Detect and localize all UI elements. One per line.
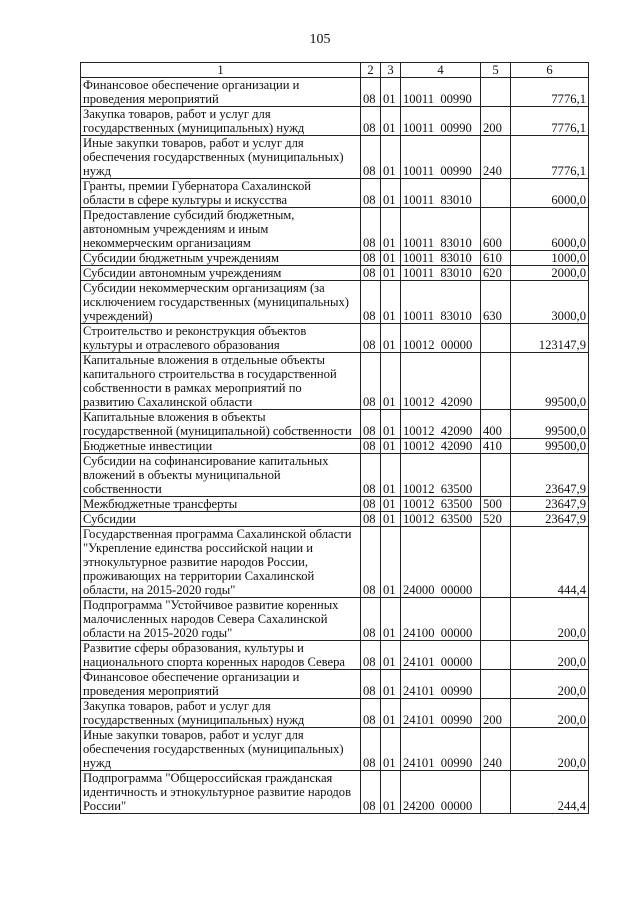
table-row (81, 353, 589, 410)
expense-type-code: 400 (481, 410, 511, 439)
expense-type-code: 500 (481, 497, 511, 512)
row-name: Закупка товаров, работ и услуг для государственных (муниципальных) нужд (81, 107, 361, 136)
subsection-code: 01 (381, 353, 401, 410)
expense-type-code: 240 (481, 728, 511, 771)
target-article-code: 10012 42090 (401, 353, 481, 410)
table-row (81, 512, 589, 527)
row-name: Капитальные вложения в объекты государственной (муниципальной) собственности (81, 410, 361, 439)
row-name: Субсидии на софинансирование капитальных вложений в объекты муниципальной собственности (81, 454, 361, 497)
target-article-code: 10012 63500 (401, 497, 481, 512)
table-body (81, 78, 589, 814)
amount-value: 1000,0 (511, 251, 589, 266)
table-row (81, 208, 589, 251)
target-article-code: 10012 63500 (401, 512, 481, 527)
target-article-code: 24100 00000 (401, 598, 481, 641)
amount-value: 3000,0 (511, 281, 589, 324)
section-code: 08 (361, 179, 381, 208)
target-article-code: 10012 00000 (401, 324, 481, 353)
subsection-code: 01 (381, 512, 401, 527)
row-name: Предоставление субсидий бюджетным, автономным учреждениям и иным некоммерческим организациям (81, 208, 361, 251)
target-article-code: 10011 83010 (401, 266, 481, 281)
amount-value: 23647,9 (511, 454, 589, 497)
section-code: 08 (361, 771, 381, 814)
subsection-code: 01 (381, 454, 401, 497)
table-row (81, 670, 589, 699)
target-article-code: 10012 63500 (401, 454, 481, 497)
section-code: 08 (361, 439, 381, 454)
row-name: Подпрограмма "Общероссийская гражданская идентичность и этнокультурное развитие народов России" (81, 771, 361, 814)
amount-value: 200,0 (511, 598, 589, 641)
expense-type-code (481, 353, 511, 410)
table-row (81, 410, 589, 439)
amount-value: 200,0 (511, 728, 589, 771)
expense-type-code (481, 670, 511, 699)
table-row (81, 107, 589, 136)
row-name: Финансовое обеспечение организации и проведения мероприятий (81, 670, 361, 699)
table-row (81, 641, 589, 670)
amount-value: 99500,0 (511, 439, 589, 454)
header-cell: 2 (361, 63, 381, 78)
subsection-code: 01 (381, 439, 401, 454)
expense-type-code: 520 (481, 512, 511, 527)
target-article-code: 10011 83010 (401, 281, 481, 324)
header-cell: 3 (381, 63, 401, 78)
expense-type-code (481, 641, 511, 670)
target-article-code: 10011 00990 (401, 78, 481, 107)
amount-value: 7776,1 (511, 107, 589, 136)
section-code: 08 (361, 641, 381, 670)
section-code: 08 (361, 527, 381, 598)
amount-value: 200,0 (511, 699, 589, 728)
row-name: Субсидии некоммерческим организациям (за исключением государственных (муниципальных) учреждений) (81, 281, 361, 324)
row-name: Финансовое обеспечение организации и проведения мероприятий (81, 78, 361, 107)
subsection-code: 01 (381, 670, 401, 699)
expense-type-code: 620 (481, 266, 511, 281)
expense-type-code (481, 771, 511, 814)
subsection-code: 01 (381, 136, 401, 179)
header-cell: 1 (81, 63, 361, 78)
table-row (81, 454, 589, 497)
amount-value: 444,4 (511, 527, 589, 598)
section-code: 08 (361, 281, 381, 324)
amount-value: 99500,0 (511, 410, 589, 439)
expense-type-code: 410 (481, 439, 511, 454)
row-name: Подпрограмма "Устойчивое развитие коренных малочисленных народов Севера Сахалинской области на 2015-2020 годы" (81, 598, 361, 641)
amount-value: 2000,0 (511, 266, 589, 281)
expense-type-code: 200 (481, 107, 511, 136)
amount-value: 23647,9 (511, 512, 589, 527)
section-code: 08 (361, 208, 381, 251)
section-code: 08 (361, 728, 381, 771)
subsection-code: 01 (381, 641, 401, 670)
amount-value: 99500,0 (511, 353, 589, 410)
target-article-code: 24200 00000 (401, 771, 481, 814)
row-name: Развитие сферы образования, культуры и национального спорта коренных народов Севера (81, 641, 361, 670)
subsection-code: 01 (381, 208, 401, 251)
table-row (81, 527, 589, 598)
row-name: Иные закупки товаров, работ и услуг для обеспечения государственных (муниципальных) нужд (81, 728, 361, 771)
amount-value: 7776,1 (511, 136, 589, 179)
row-name: Государственная программа Сахалинской области "Укрепление единства российской нации и этнокультурное развитие народов России, проживающих на территории Сахалинской области, на 2015-2020 годы" (81, 527, 361, 598)
row-name: Межбюджетные трансферты (81, 497, 361, 512)
table-row (81, 728, 589, 771)
expense-type-code (481, 324, 511, 353)
subsection-code: 01 (381, 497, 401, 512)
section-code: 08 (361, 670, 381, 699)
section-code: 08 (361, 699, 381, 728)
row-name: Закупка товаров, работ и услуг для государственных (муниципальных) нужд (81, 699, 361, 728)
expense-type-code: 600 (481, 208, 511, 251)
section-code: 08 (361, 512, 381, 527)
header-cell: 4 (401, 63, 481, 78)
section-code: 08 (361, 107, 381, 136)
subsection-code: 01 (381, 728, 401, 771)
subsection-code: 01 (381, 78, 401, 107)
section-code: 08 (361, 136, 381, 179)
table-row (81, 699, 589, 728)
subsection-code: 01 (381, 699, 401, 728)
row-name: Гранты, премии Губернатора Сахалинской области в сфере культуры и искусства (81, 179, 361, 208)
subsection-code: 01 (381, 527, 401, 598)
subsection-code: 01 (381, 771, 401, 814)
target-article-code: 10011 00990 (401, 107, 481, 136)
section-code: 08 (361, 353, 381, 410)
target-article-code: 24101 00990 (401, 670, 481, 699)
page-number: 105 (309, 32, 331, 47)
expense-type-code: 200 (481, 699, 511, 728)
row-name: Бюджетные инвестиции (81, 439, 361, 454)
subsection-code: 01 (381, 107, 401, 136)
target-article-code: 10012 42090 (401, 439, 481, 454)
target-article-code: 10011 00990 (401, 136, 481, 179)
expense-type-code: 240 (481, 136, 511, 179)
header-cell: 6 (511, 63, 589, 78)
budget-table (80, 62, 589, 814)
section-code: 08 (361, 266, 381, 281)
target-article-code: 24101 00990 (401, 728, 481, 771)
section-code: 08 (361, 410, 381, 439)
target-article-code: 24101 00000 (401, 641, 481, 670)
amount-value: 244,4 (511, 771, 589, 814)
header-cell: 5 (481, 63, 511, 78)
header-row (81, 63, 589, 78)
target-article-code: 10011 83010 (401, 208, 481, 251)
row-name: Капитальные вложения в отдельные объекты капитального строительства в государственной собственности в рамках мероприятий по развитию Сахалинской области (81, 353, 361, 410)
section-code: 08 (361, 598, 381, 641)
section-code: 08 (361, 251, 381, 266)
expense-type-code (481, 598, 511, 641)
amount-value: 7776,1 (511, 78, 589, 107)
table-row (81, 179, 589, 208)
table-row (81, 771, 589, 814)
subsection-code: 01 (381, 251, 401, 266)
subsection-code: 01 (381, 179, 401, 208)
table-row (81, 78, 589, 107)
expense-type-code: 610 (481, 251, 511, 266)
target-article-code: 10011 83010 (401, 179, 481, 208)
amount-value: 200,0 (511, 670, 589, 699)
table-row (81, 251, 589, 266)
table-row (81, 598, 589, 641)
subsection-code: 01 (381, 281, 401, 324)
section-code: 08 (361, 78, 381, 107)
expense-type-code (481, 454, 511, 497)
expense-type-code (481, 78, 511, 107)
table-row (81, 281, 589, 324)
amount-value: 123147,9 (511, 324, 589, 353)
table-row (81, 136, 589, 179)
table-row (81, 324, 589, 353)
section-code: 08 (361, 324, 381, 353)
expense-type-code (481, 179, 511, 208)
table-row (81, 497, 589, 512)
section-code: 08 (361, 497, 381, 512)
target-article-code: 10012 42090 (401, 410, 481, 439)
amount-value: 23647,9 (511, 497, 589, 512)
amount-value: 6000,0 (511, 208, 589, 251)
table-row (81, 439, 589, 454)
target-article-code: 24000 00000 (401, 527, 481, 598)
section-code: 08 (361, 454, 381, 497)
row-name: Субсидии автономным учреждениям (81, 266, 361, 281)
table-row (81, 266, 589, 281)
target-article-code: 24101 00990 (401, 699, 481, 728)
row-name: Субсидии (81, 512, 361, 527)
subsection-code: 01 (381, 324, 401, 353)
amount-value: 200,0 (511, 641, 589, 670)
target-article-code: 10011 83010 (401, 251, 481, 266)
row-name: Строительство и реконструкция объектов культуры и отраслевого образования (81, 324, 361, 353)
row-name: Иные закупки товаров, работ и услуг для обеспечения государственных (муниципальных) нужд (81, 136, 361, 179)
subsection-code: 01 (381, 266, 401, 281)
amount-value: 6000,0 (511, 179, 589, 208)
row-name: Субсидии бюджетным учреждениям (81, 251, 361, 266)
expense-type-code: 630 (481, 281, 511, 324)
expense-type-code (481, 527, 511, 598)
subsection-code: 01 (381, 410, 401, 439)
subsection-code: 01 (381, 598, 401, 641)
